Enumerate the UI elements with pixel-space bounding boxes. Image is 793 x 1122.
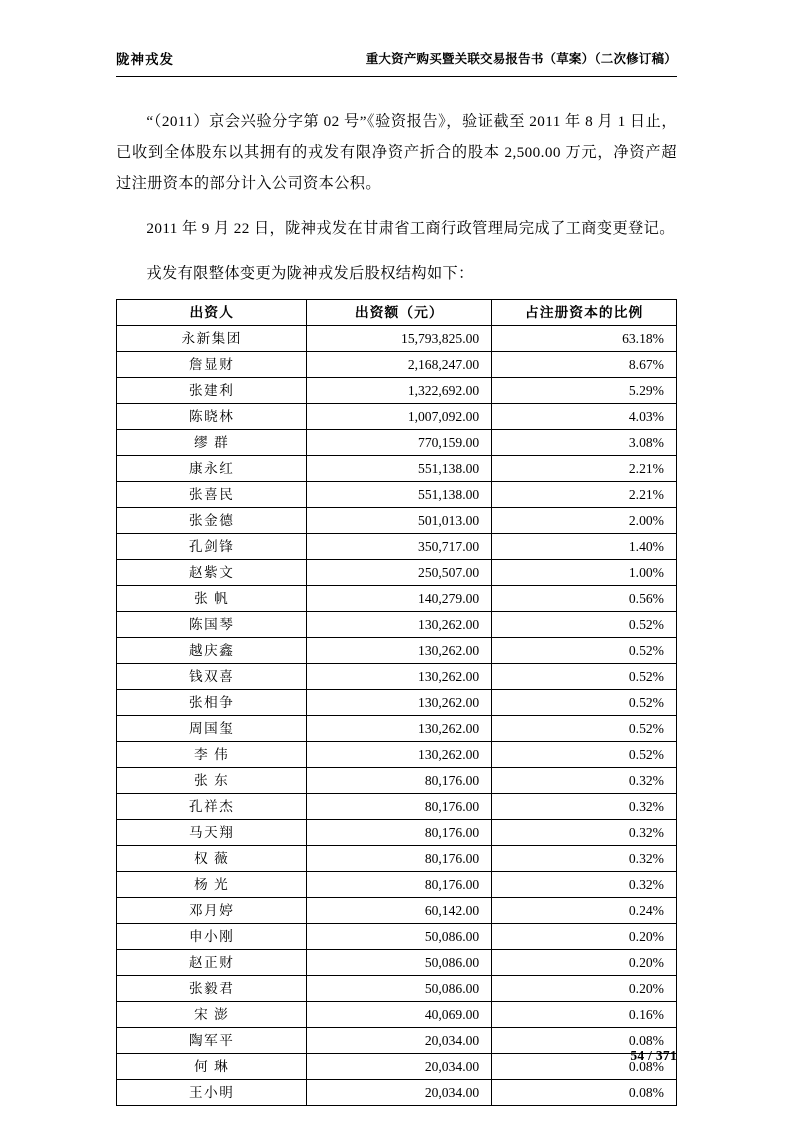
cell-shareholder: 张 东 — [117, 768, 307, 794]
cell-ratio: 2.21% — [492, 456, 677, 482]
cell-shareholder: 詹显财 — [117, 352, 307, 378]
page-content — [116, 80, 677, 1106]
cell-contribution: 350,717.00 — [307, 534, 492, 560]
table-row — [117, 560, 677, 586]
table-row — [117, 898, 677, 924]
cell-contribution: 130,262.00 — [307, 638, 492, 664]
cell-shareholder: 永新集团 — [117, 326, 307, 352]
cell-ratio: 0.08% — [492, 1080, 677, 1106]
cell-shareholder: 申小刚 — [117, 924, 307, 950]
table-row — [117, 950, 677, 976]
table-row — [117, 872, 677, 898]
table-row — [117, 482, 677, 508]
cell-shareholder: 周国玺 — [117, 716, 307, 742]
cell-ratio: 4.03% — [492, 404, 677, 430]
paragraph-table-intro: 戎发有限整体变更为陇神戎发后股权结构如下： — [146, 265, 474, 282]
cell-shareholder: 孔祥杰 — [117, 794, 307, 820]
table-row — [117, 924, 677, 950]
cell-shareholder: 赵紫文 — [117, 560, 307, 586]
column-header-contribution: 出资额（元） — [307, 300, 492, 326]
cell-contribution: 80,176.00 — [307, 820, 492, 846]
table-row — [117, 742, 677, 768]
cell-ratio: 0.32% — [492, 846, 677, 872]
cell-shareholder: 何 琳 — [117, 1054, 307, 1080]
table-row — [117, 430, 677, 456]
cell-ratio: 63.18% — [492, 326, 677, 352]
cell-contribution: 130,262.00 — [307, 690, 492, 716]
header-document-title: 重大资产购买暨关联交易报告书（草案）（二次修订稿） — [365, 52, 677, 66]
table-row — [117, 352, 677, 378]
cell-shareholder: 杨 光 — [117, 872, 307, 898]
cell-contribution: 20,034.00 — [307, 1080, 492, 1106]
cell-ratio: 0.20% — [492, 976, 677, 1002]
table-row — [117, 976, 677, 1002]
cell-contribution: 130,262.00 — [307, 742, 492, 768]
page-header — [116, 0, 677, 80]
table-row — [117, 794, 677, 820]
cell-shareholder: 越庆鑫 — [117, 638, 307, 664]
cell-ratio: 1.00% — [492, 560, 677, 586]
cell-contribution: 130,262.00 — [307, 716, 492, 742]
table-row — [117, 534, 677, 560]
cell-shareholder: 马天翔 — [117, 820, 307, 846]
table-row — [117, 612, 677, 638]
header-company-name: 陇神戎发 — [116, 52, 174, 67]
cell-ratio: 0.52% — [492, 742, 677, 768]
cell-ratio: 0.32% — [492, 768, 677, 794]
equity-structure-table — [116, 299, 677, 1106]
cell-ratio: 0.20% — [492, 950, 677, 976]
column-header-shareholder: 出资人 — [117, 300, 307, 326]
cell-ratio: 2.21% — [492, 482, 677, 508]
cell-ratio: 0.52% — [492, 664, 677, 690]
cell-shareholder: 康永红 — [117, 456, 307, 482]
cell-shareholder: 张毅君 — [117, 976, 307, 1002]
cell-ratio: 0.52% — [492, 690, 677, 716]
cell-contribution: 20,034.00 — [307, 1028, 492, 1054]
cell-shareholder: 邓月婷 — [117, 898, 307, 924]
cell-shareholder: 张 帆 — [117, 586, 307, 612]
paragraph-registration: 2011 年 9 月 22 日，陇神戎发在甘肃省工商行政管理局完成了工商变更登记。 — [146, 220, 675, 237]
column-header-ratio: 占注册资本的比例 — [492, 300, 677, 326]
cell-contribution: 80,176.00 — [307, 872, 492, 898]
cell-contribution: 80,176.00 — [307, 794, 492, 820]
cell-ratio: 0.08% — [492, 1028, 677, 1054]
table-row — [117, 1054, 677, 1080]
cell-shareholder: 陈国琴 — [117, 612, 307, 638]
cell-ratio: 0.32% — [492, 820, 677, 846]
cell-contribution: 130,262.00 — [307, 612, 492, 638]
table-row — [117, 456, 677, 482]
cell-shareholder: 钱双喜 — [117, 664, 307, 690]
table-row — [117, 378, 677, 404]
cell-ratio: 8.67% — [492, 352, 677, 378]
cell-ratio: 5.29% — [492, 378, 677, 404]
table-row — [117, 664, 677, 690]
table-row — [117, 846, 677, 872]
table-row — [117, 404, 677, 430]
cell-shareholder: 张金德 — [117, 508, 307, 534]
table-row — [117, 690, 677, 716]
paragraph-verification: “（2011）京会兴验分字第 02 号”《验资报告》，验证截至 2011 年 8 月 1 日止，已收到全体股东以其拥有的戎发有限净资产折合的股本 2,500.00 万元，净资产超过注册资本的部分计入公司资本公积。 — [116, 113, 677, 192]
cell-shareholder: 缪 群 — [117, 430, 307, 456]
cell-shareholder: 王小明 — [117, 1080, 307, 1106]
cell-contribution: 1,322,692.00 — [307, 378, 492, 404]
table-row — [117, 586, 677, 612]
cell-contribution: 2,168,247.00 — [307, 352, 492, 378]
cell-contribution: 50,086.00 — [307, 950, 492, 976]
cell-contribution: 80,176.00 — [307, 768, 492, 794]
cell-contribution: 60,142.00 — [307, 898, 492, 924]
cell-shareholder: 陶军平 — [117, 1028, 307, 1054]
cell-ratio: 0.32% — [492, 872, 677, 898]
cell-contribution: 1,007,092.00 — [307, 404, 492, 430]
cell-contribution: 551,138.00 — [307, 456, 492, 482]
table-header-row — [117, 300, 677, 326]
cell-shareholder: 权 薇 — [117, 846, 307, 872]
cell-shareholder: 赵正财 — [117, 950, 307, 976]
cell-contribution: 40,069.00 — [307, 1002, 492, 1028]
cell-contribution: 551,138.00 — [307, 482, 492, 508]
cell-ratio: 1.40% — [492, 534, 677, 560]
cell-shareholder: 张建利 — [117, 378, 307, 404]
cell-ratio: 0.16% — [492, 1002, 677, 1028]
cell-contribution: 20,034.00 — [307, 1054, 492, 1080]
cell-shareholder: 宋 澎 — [117, 1002, 307, 1028]
table-row — [117, 508, 677, 534]
table-row — [117, 820, 677, 846]
cell-contribution: 770,159.00 — [307, 430, 492, 456]
cell-ratio: 2.00% — [492, 508, 677, 534]
cell-ratio: 0.52% — [492, 716, 677, 742]
cell-ratio: 0.52% — [492, 638, 677, 664]
cell-shareholder: 陈晓林 — [117, 404, 307, 430]
cell-contribution: 130,262.00 — [307, 664, 492, 690]
cell-ratio: 0.32% — [492, 794, 677, 820]
cell-contribution: 140,279.00 — [307, 586, 492, 612]
cell-shareholder: 孔剑锋 — [117, 534, 307, 560]
cell-contribution: 50,086.00 — [307, 924, 492, 950]
table-row — [117, 1028, 677, 1054]
header-divider — [116, 76, 677, 77]
cell-shareholder: 张喜民 — [117, 482, 307, 508]
cell-ratio: 0.20% — [492, 924, 677, 950]
cell-shareholder: 李 伟 — [117, 742, 307, 768]
table-header — [117, 300, 677, 326]
table-row — [117, 716, 677, 742]
table-row — [117, 638, 677, 664]
cell-ratio: 3.08% — [492, 430, 677, 456]
table-row — [117, 1002, 677, 1028]
cell-contribution: 15,793,825.00 — [307, 326, 492, 352]
page-number: 54 / 371 — [630, 1048, 677, 1063]
cell-contribution: 50,086.00 — [307, 976, 492, 1002]
cell-ratio: 0.24% — [492, 898, 677, 924]
table-row — [117, 1080, 677, 1106]
cell-ratio: 0.52% — [492, 612, 677, 638]
table-body — [117, 326, 677, 1106]
cell-contribution: 250,507.00 — [307, 560, 492, 586]
cell-ratio: 0.08% — [492, 1054, 677, 1080]
cell-shareholder: 张相争 — [117, 690, 307, 716]
cell-contribution: 80,176.00 — [307, 846, 492, 872]
cell-ratio: 0.56% — [492, 586, 677, 612]
table-row — [117, 326, 677, 352]
table-row — [117, 768, 677, 794]
cell-contribution: 501,013.00 — [307, 508, 492, 534]
